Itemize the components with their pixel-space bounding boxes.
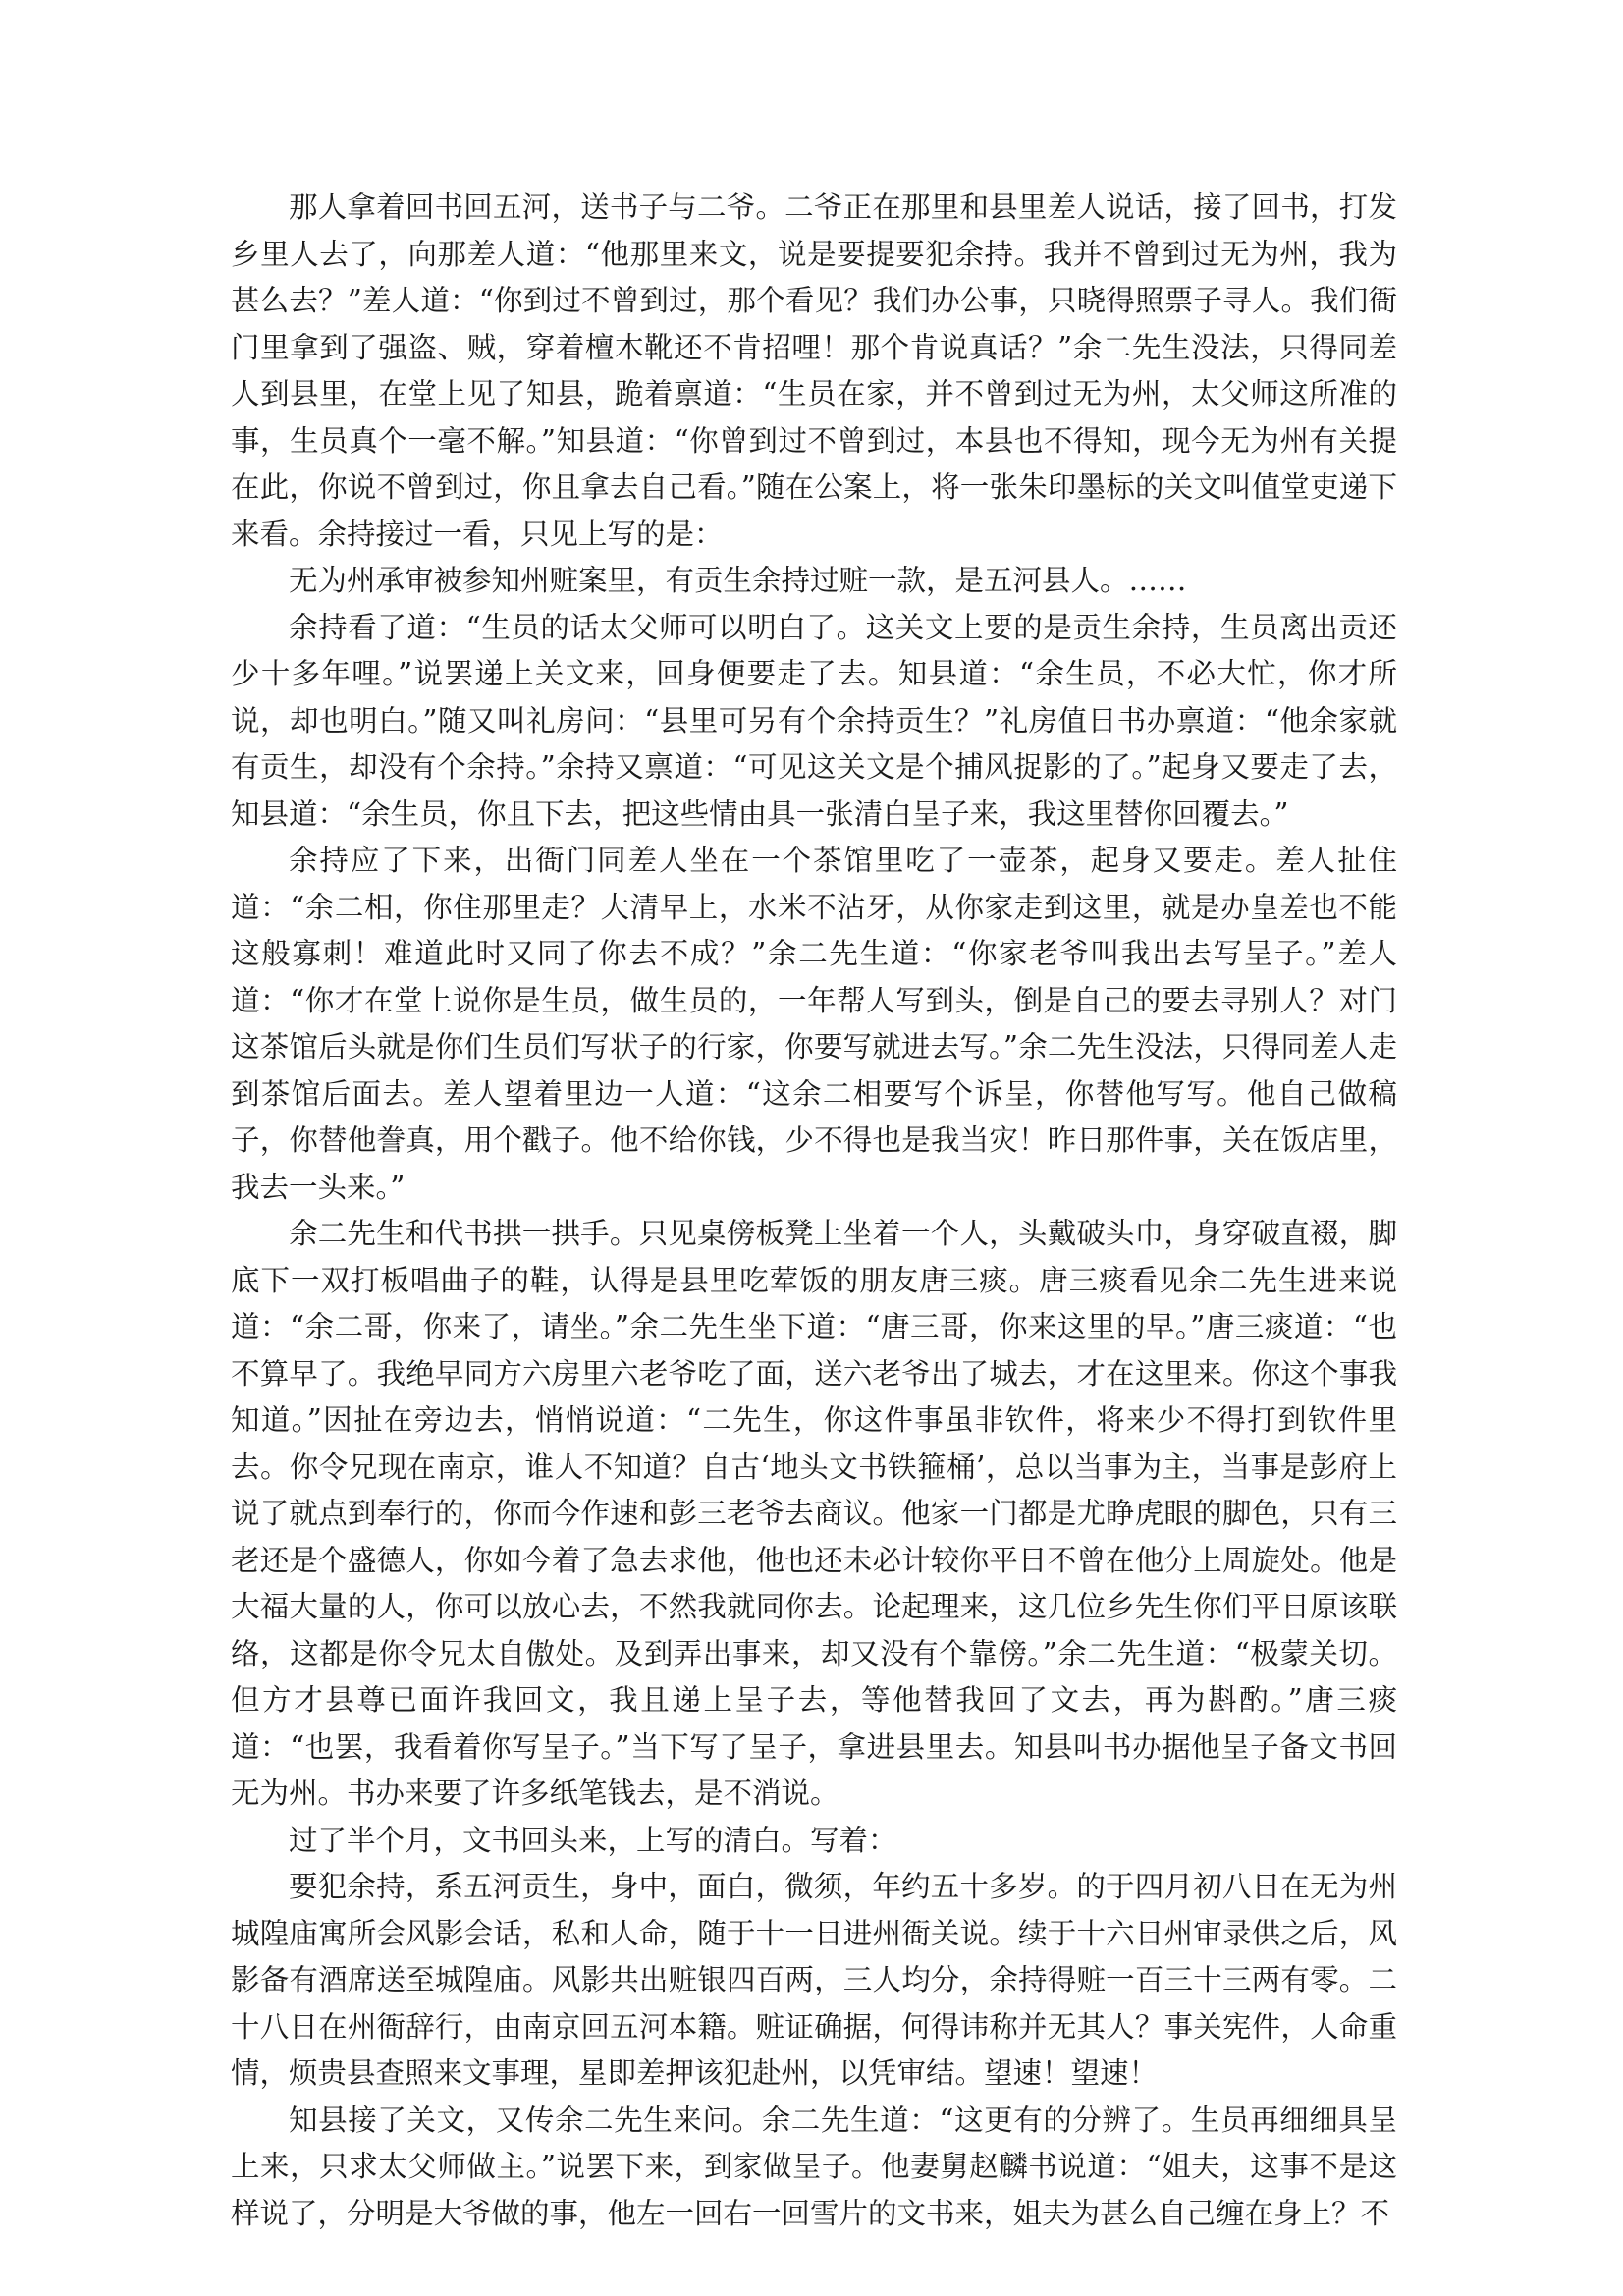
paragraph-1: 那人拿着回书回五河，送书子与二爷。二爷正在那里和县里差人说话，接了回书，打发乡里人去了，向那差人道：“他那里来文，说是要提要犯余持。我并不曾到过无为州，我为甚么去？”差人道：“你到过不曾到过，那个看见？我们办公事，只晓得照票子寻人。我们衙门里拿到了强盗、贼，穿着檀木靴还不肯招哩！那个肯说真话？”余二先生没法，只得同差人到县里，在堂上见了知县，跪着禀道：“生员在家，并不曾到过无为州，太父师这所准的事，生员真个一毫不解。”知县道：“你曾到过不曾到过，本县也不得知，现今无为州有关提在此，你说不曾到过，你且拿去自己看。”随在公案上，将一张朱印墨标的关文叫值堂吏递下来看。余持接过一看，只见上写的是：: [231, 191, 1397, 551]
document-page: [231, 185, 1397, 2237]
paragraph-2-quoted-document: 无为州承审被参知州赃案里，有贡生余持过赃一款，是五河县人。……: [289, 564, 1187, 597]
paragraph-6: 过了半个月，文书回头来，上写的清白。写着：: [289, 1823, 897, 1857]
paragraph-4: 余持应了下来，出衙门同差人坐在一个茶馆里吃了一壶茶，起身又要走。差人扯住道：“余二相，你住那里走？大清早上，水米不沾牙，从你家走到这里，就是办皇差也不能这般寡刺！难道此时又同了你去不成？”余二先生道：“你家老爷叫我出去写呈子。”差人道：“你才在堂上说你是生员，做生员的，一年帮人写到头，倒是自己的要去寻别人？对门这茶馆后头就是你们生员们写状子的行家，你要写就进去写。”余二先生没法，只得同差人走到茶馆后面去。差人望着里边一人道：“这余二相要写个诉呈，你替他写写。他自己做稿子，你替他誊真，用个戳子。他不给你钱，少不得也是我当灾！昨日那件事，关在饭店里，我去一头来。”: [231, 844, 1397, 1204]
paragraph-5: 余二先生和代书拱一拱手。只见桌傍板凳上坐着一个人，头戴破头巾，身穿破直裰，脚底下一双打板唱曲子的鞋，认得是县里吃荤饭的朋友唐三痰。唐三痰看见余二先生进来说道：“余二哥，你来了，请坐。”余二先生坐下道：“唐三哥，你来这里的早。”唐三痰道：“也不算早了。我绝早同方六房里六老爷吃了面，送六老爷出了城去，才在这里来。你这个事我知道。”因扯在旁边去，悄悄说道：“二先生，你这件事虽非钦件，将来少不得打到钦件里去。你令兄现在南京，谁人不知道？自古‘地头文书铁箍桶’，总以当事为主，当事是彭府上说了就点到奉行的，你而今作速和彭三老爷去商议。他家一门都是尤睁虎眼的脚色，只有三老还是个盛德人，你如今着了急去求他，他也还未必计较你平日不曾在他分上周旋处。他是大福大量的人，你可以放心去，不然我就同你去。论起理来，这几位乡先生你们平日原该联络，这都是你令兄太自傲处。及到弄出事来，却又没有个靠傍。”余二先生道：“极蒙关切。但方才县尊已面许我回文，我且递上呈子去，等他替我回了文去，再为斟酌。”唐三痰道：“也罢，我看着你写呈子。”当下写了呈子，拿进县里去。知县叫书办据他呈子备文书回无为州。书办来要了许多纸笔钱去，是不消说。: [231, 1217, 1397, 1810]
paragraph-8: 知县接了关文，又传余二先生来问。余二先生道：“这更有的分辨了。生员再细细具呈上来，只求太父师做主。”说罢下来，到家做呈子。他妻舅赵麟书说道：“姐夫，这事不是这样说了，分明是大爷做的事，他左一回右一回雪片的文书来，姐夫为甚么自己缠在身上？不: [231, 2103, 1397, 2230]
paragraph-7-quoted-document: 要犯余持，系五河贡生，身中，面白，微须，年约五十多岁。的于四月初八日在无为州城隍庙寓所会风影会话，私和人命，随于十一日进州衙关说。续于十六日州审录供之后，风影备有酒席送至城隍庙。风影共出赃银四百两，三人均分，余持得赃一百三十三两有零。二十八日在州衙辞行，由南京回五河本籍。赃证确据，何得讳称并无其人？事关宪件，人命重情，烦贵县查照来文事理，星即差押该犯赴州，以凭审结。望速！望速！: [231, 1870, 1397, 2090]
paragraph-3: 余持看了道：“生员的话太父师可以明白了。这关文上要的是贡生余持，生员离出贡还少十多年哩。”说罢递上关文来，回身便要走了去。知县道：“余生员，不必大忙，你才所说，却也明白。”随又叫礼房问：“县里可另有个余持贡生？”礼房值日书办禀道：“他余家就有贡生，却没有个余持。”余持又禀道：“可见这关文是个捕风捉影的了。”起身又要走了去，知县道：“余生员，你且下去，把这些情由具一张清白呈子来，我这里替你回覆去。”: [231, 610, 1397, 831]
